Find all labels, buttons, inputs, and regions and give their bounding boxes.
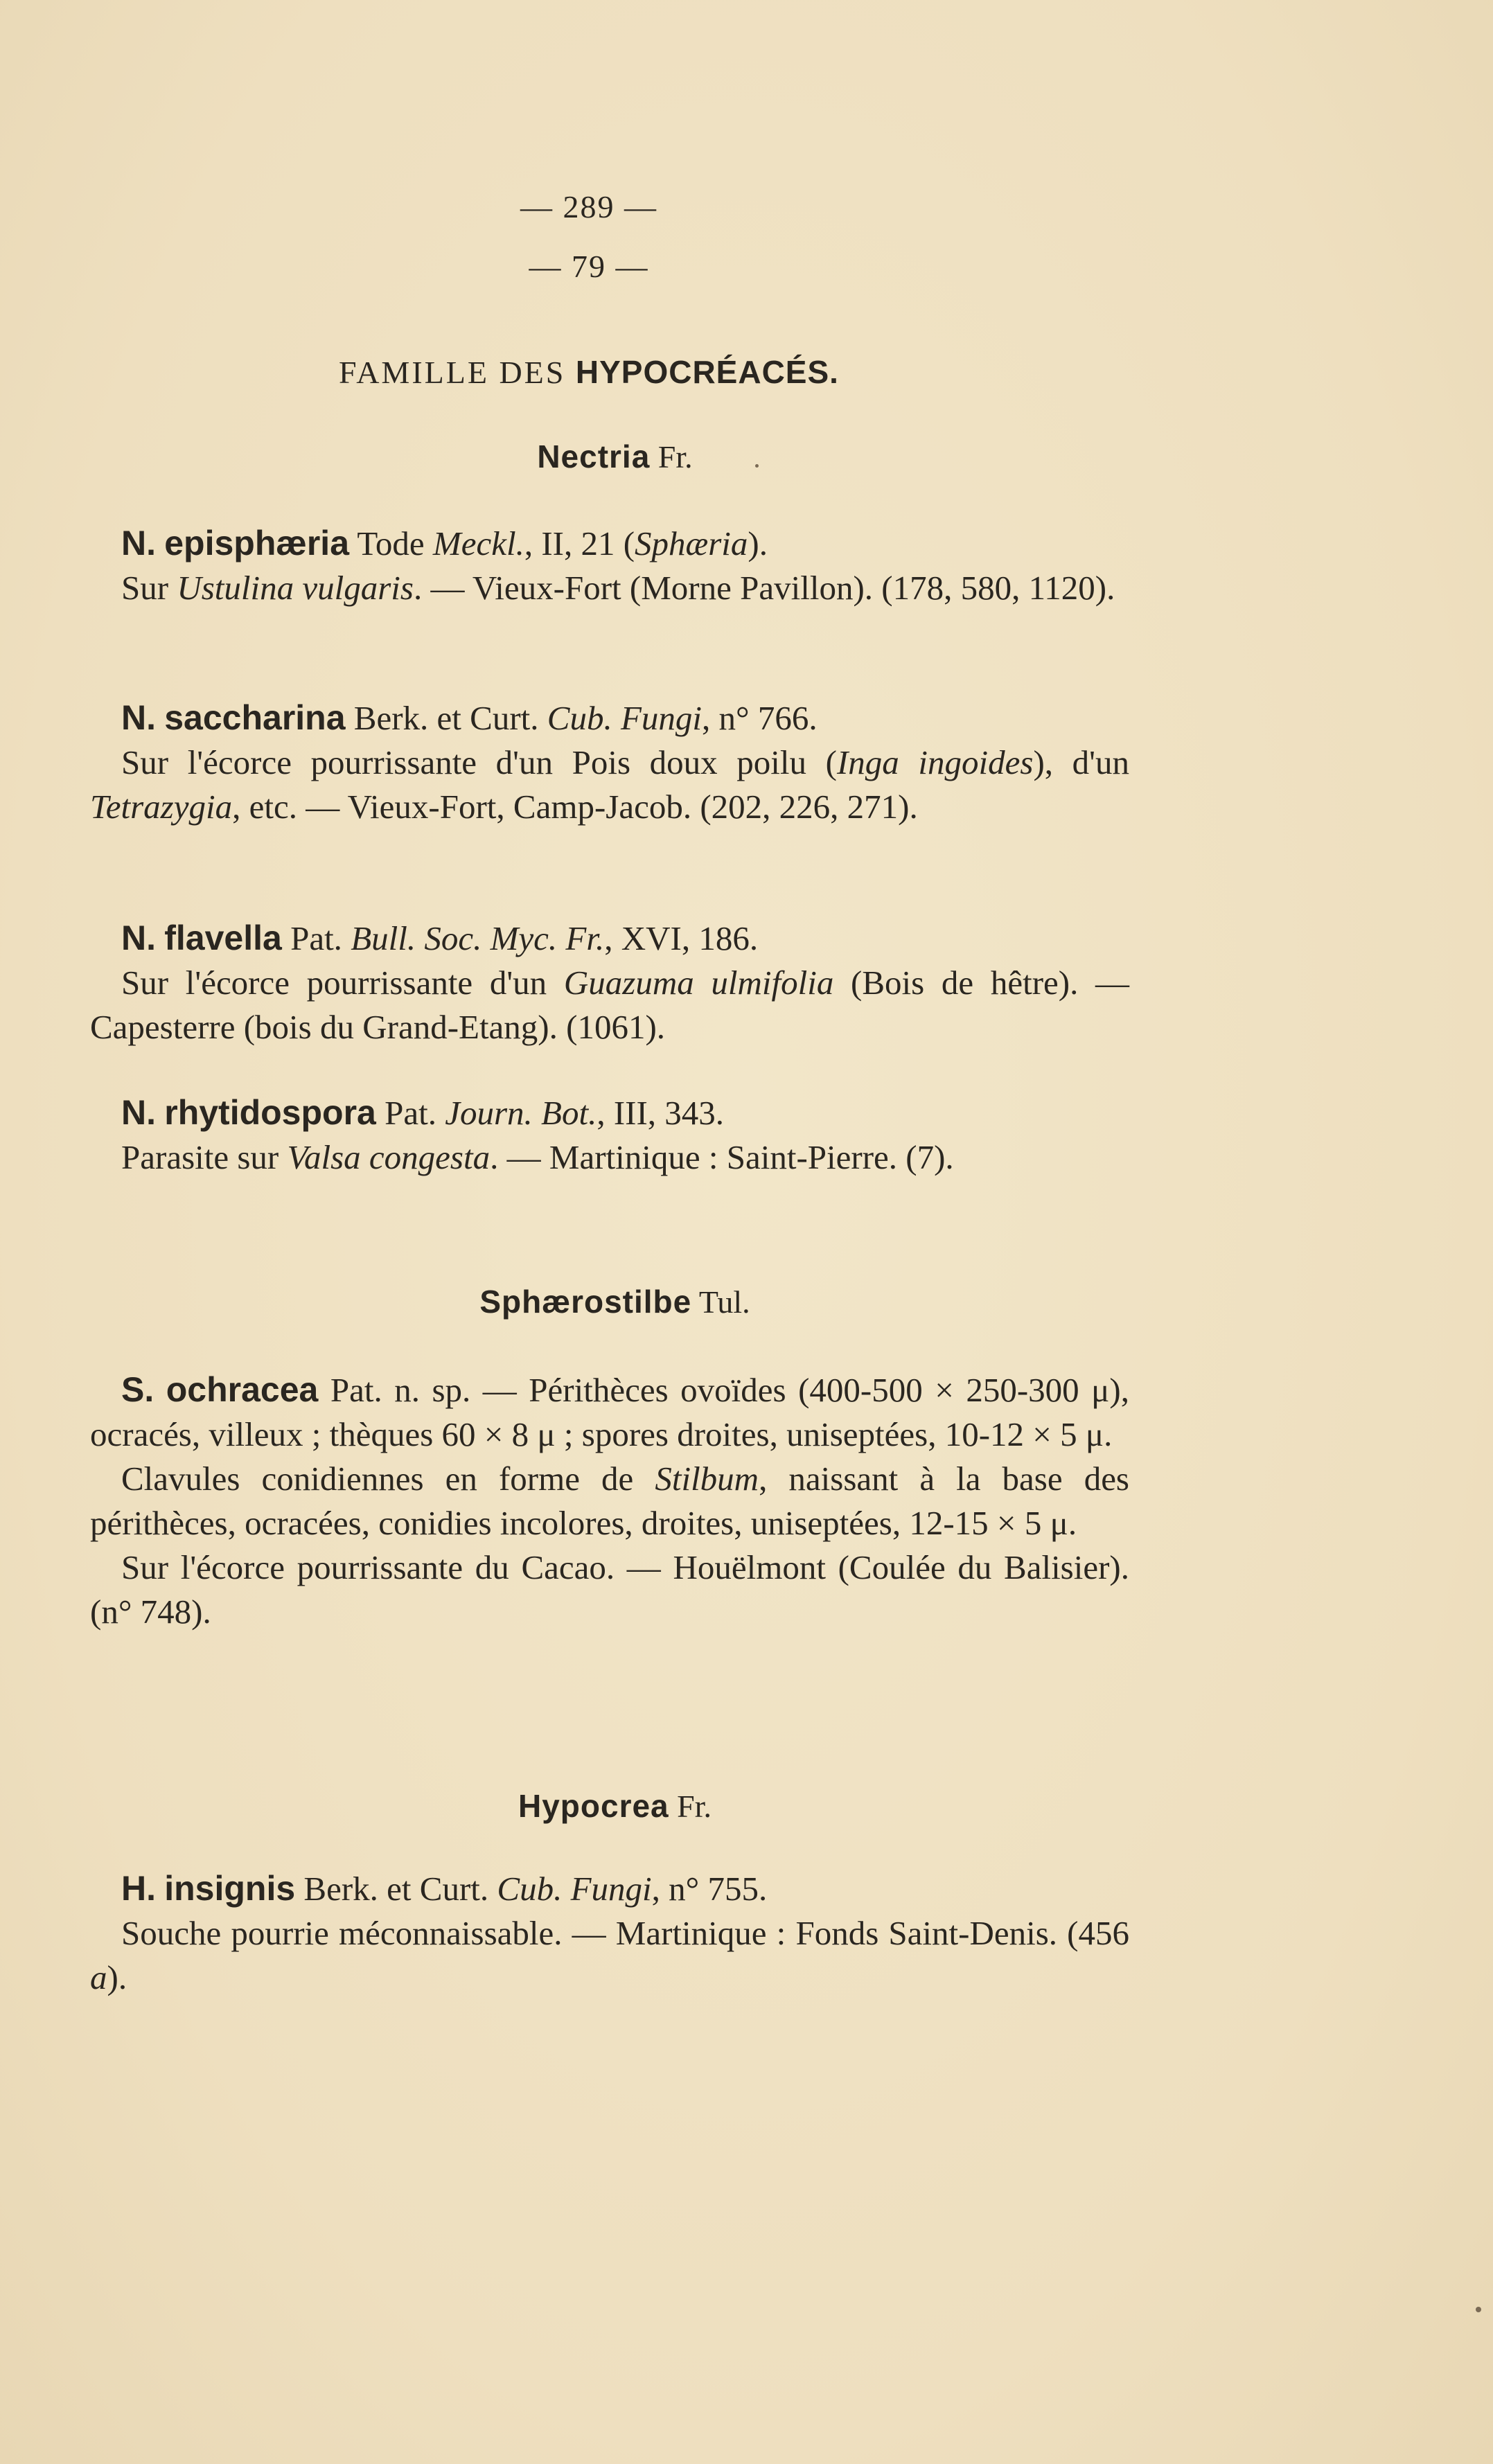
family-heading [0,353,1178,391]
family-heading-name: HYPOCRÉACÉS. [575,354,839,390]
page-number-secondary: — 79 — [529,249,649,284]
species-heading: N. saccharina Berk. et Curt. Cub. Fungi, n° 766. [121,698,818,737]
species-entry [90,1090,1129,1180]
genus-author: Fr. [657,439,693,475]
genus-name: Nectria [537,438,651,475]
genus-heading [0,1787,1230,1825]
genus-heading [0,438,1230,475]
genus-author: Fr. [677,1789,712,1824]
page-number-primary: — 289 — [520,189,657,224]
species-heading: N. rhytidospora Pat. Journ. Bot., III, 343. [121,1093,725,1132]
species-heading: S. ochracea Pat. n. sp. — Périthèces ovoïdes (400-500 × 250-300 μ), ocracés, villeux ; thèques 60 × 8 μ ; spores droites, uniseptées, 10-12 × 5 μ. [90,1370,1129,1453]
genus-name: Sphærostilbe [479,1284,692,1320]
species-entry [90,521,1129,610]
species-heading: N. episphæria Tode Meckl., II, 21 (Sphæria). [121,524,768,562]
species-paragraph: Sur l'écorce pourrissante d'un Pois doux poilu (Inga ingoides), d'un Tetrazygia, etc. — Vieux-Fort, Camp-Jacob. (202, 226, 271). [90,743,1129,826]
species-paragraph: Sur Ustulina vulgaris. — Vieux-Fort (Morne Pavillon). (178, 580, 1120). [121,569,1115,607]
species-paragraph: Sur l'écorce pourrissante du Cacao. — Houëlmont (Coulée du Balisier). (n° 748). [90,1548,1129,1631]
species-entry [90,916,1129,1049]
species-paragraph: Parasite sur Valsa congesta. — Martinique : Saint-Pierre. (7). [121,1138,954,1176]
family-heading-prefix: FAMILLE DES [339,355,566,390]
species-entry [90,695,1129,829]
species-heading: N. flavella Pat. Bull. Soc. Myc. Fr., XVI, 186. [121,919,759,957]
species-entry [90,1866,1129,2000]
genus-author: Tul. [698,1284,750,1320]
species-paragraph: Clavules conidiennes en forme de Stilbum, naissant à la base des périthèces, ocracées, conidies incolores, droites, uniseptées, 12-15 × 5 μ. [90,1460,1130,1542]
genus-name: Hypocrea [518,1788,669,1824]
species-paragraph: Souche pourrie méconnaissable. — Martinique : Fonds Saint-Denis. (456 a). [90,1914,1129,1996]
paper-speck [1476,2307,1481,2312]
paper-speck [755,464,759,468]
species-entry [90,1367,1129,1634]
species-paragraph: Sur l'écorce pourrissante d'un Guazuma ulmifolia (Bois de hêtre). — Capesterre (bois du Grand-Etang). (1061). [90,964,1130,1046]
species-heading: H. insignis Berk. et Curt. Cub. Fungi, n° 755. [121,1869,768,1908]
genus-heading [0,1283,1230,1320]
